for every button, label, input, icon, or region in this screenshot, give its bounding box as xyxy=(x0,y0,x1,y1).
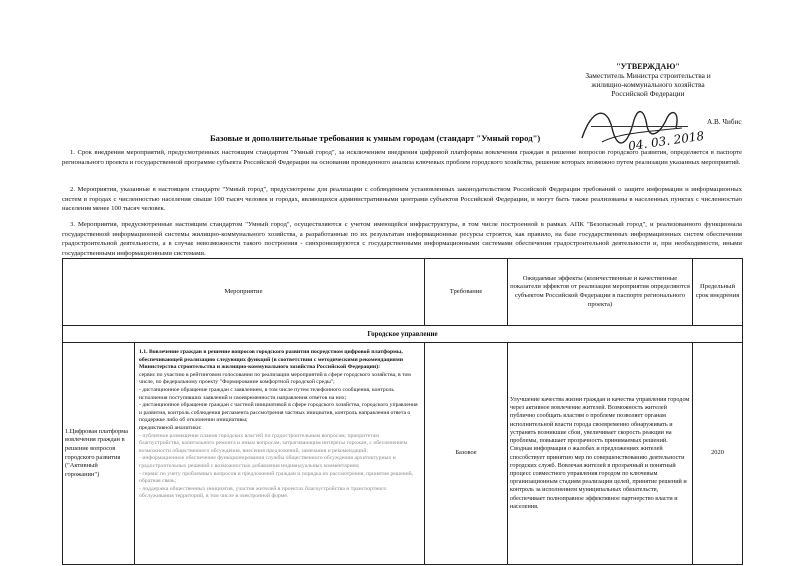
table-header-row xyxy=(63,259,743,326)
header-measure: Мероприятие xyxy=(63,259,425,326)
approval-heading: "УТВЕРЖДАЮ" xyxy=(616,62,680,71)
details-intro: 1.1. Вовлечение граждан в решение вопросов городского развития посредством цифровой платформы, обеспечивающей реализацию следующих функций (в соответствии с методическими рекомендациями Министерства строительства и жилищно-коммунального хозяйства Российской Федерации): xyxy=(139,349,403,371)
signature-line xyxy=(591,126,688,127)
header-deadline: Предельный срок внедрения xyxy=(693,259,743,326)
paragraph-3: 3. Мероприятия, предусмотренные настоящим стандартом "Умный город", осуществляются с учетом имеющейся инфраструктуры, в том числе построенной в рамках АПК "Безопасный город", и реализованного функционала государственной информационной системы жилищно-коммунального хозяйства, а разработанные по их результатам информационные ресурсы строятся, как правило, на базе государственных информационных систем обеспечения градостроительной деятельности, а в случае невозможности такого построения - синхронизируются с государственными информационными системами обеспечения градостроительной деятельности и, при необходимости, иными государственными информационными системами. xyxy=(62,221,742,257)
approval-line-2: жилищно-коммунального хозяйства xyxy=(591,80,705,89)
measure-details xyxy=(135,343,425,565)
details-faint-item: - поддержка общественных инициатив, участия жителей в проектах благоустройства и транспортного обслуживания территорий, в том числе в электронной форме. xyxy=(139,485,387,500)
details-item: предиктивной аналитики: xyxy=(139,424,202,431)
requirements-table xyxy=(62,258,743,565)
table-row xyxy=(63,343,743,565)
paragraph-2: 2. Мероприятия, указанные в настоящем стандарте "Умный город", предусмотрены для реализации с соблюдением установленных законодательством Российской Федерации требований о защите информации и информационных систем в городах с численностью населения свыше 100 тысяч человек и городах, являющихся административными центрами субъектов Российской Федерации, и могут быть также реализованы в населенных пунктах с численностью населения менее 100 тысяч человек. xyxy=(62,186,742,213)
handwritten-date: 04. 03. 2018 xyxy=(627,128,705,154)
header-requirement: Требование xyxy=(425,259,508,326)
details-item: - дистанционное обращение граждан с частной инициативой в сфере городского хозяйства, городского управления и развития, контроль соблюдения регламента рассмотрения частных инициатив, контроль направления ответа о поддержке либо об отклонении инициативы; xyxy=(139,402,418,424)
details-item: - дистанционное обращение граждан с заявлением, в том числе путем телефонного сообщения, контроль исполнения поступивших заявлений и своевременности направления ответов на них; xyxy=(139,386,394,401)
section-title: Городское управление xyxy=(63,326,743,343)
details-faint-item: - сервис по учету проблемных вопросов и предложений граждан и порядка их рассмотрения, принятия решений, обратная связь; xyxy=(139,470,414,485)
approval-block xyxy=(558,62,738,98)
requirement-value: Базовое xyxy=(425,343,508,565)
section-row xyxy=(63,326,743,343)
document-title: Базовые и дополнительные требования к умным городам (стандарт "Умный город") xyxy=(210,133,541,143)
approval-line-1: Заместитель Министра строительства и xyxy=(585,71,711,80)
effects-text: Улучшение качества жизни граждан и качества управления городом через активное вовлечение жителей. Возможность жителей публично сообщать властям о проблеме позволяет органам исполнительной власти города своевременно обнаруживать и устранять возникшие сбои, увеличивает скорость реакции на проблемы, повышает прозрачность принимаемых решений. Сводная информация о жалобах и предложениях жителей способствует принятию мер по совершенствованию деятельности городских служб. Вовлечая жителей в прозрачный и понятный процесс совместного управления городом по ключевым организационным стадиям реализации целей, принятие решений и контроль за исполнением муниципальных обязательств, обеспечивает полноправное эффективное партнерство власти и населения. xyxy=(508,343,693,565)
details-faint-item: - публичное размещение планов городских властей по градостроительным вопросам, приоритетам благоустройства, капитального ремонта и иным вопросам, затрагивающим интересы горожан, с обеспечением возможности общественного обсуждения, внесения предложений, замечания и рекомендаций; xyxy=(139,432,408,454)
signer-name: А.В. Чибис xyxy=(707,118,742,126)
measure-name: 1.Цифровая платформа вовлечения граждан в решение вопросов городского развития ("Активный горожанин") xyxy=(63,343,135,565)
details-faint-item: - информационное обеспечение функционирования службы общественного обсуждения архитектурных и градостроительных решений с возможностью добавления индивидуальных комментариев; xyxy=(139,455,396,469)
details-item: сервис по участию в рейтинговом голосовании по реализации мероприятий в сфере городского хозяйства, в том числе, по федеральному проекту "Формирование комфортной городской среды"; xyxy=(139,371,411,386)
header-effects: Ожидаемые эффекты (количественные и качественные показатели эффектов от реализации мероприятия определяются субъектом Российской Федерации в паспорте регионального проекта) xyxy=(508,259,693,326)
deadline-value: 2020 xyxy=(693,343,743,565)
paragraph-1: 1. Срок внедрения мероприятий, предусмотренных настоящим стандартом "Умный город", за исключением внедрения цифровой платформы вовлечения граждан в решение вопросов городского развития, определяется в паспорте регионального проекта и государственной программе субъекта Российской Федерации на основании проведенного анализа ключевых проблем городского хозяйства, решение которых возможно путем реализации указанных мероприятий. xyxy=(62,149,742,166)
approval-line-3: Российской Федерации xyxy=(611,89,685,98)
